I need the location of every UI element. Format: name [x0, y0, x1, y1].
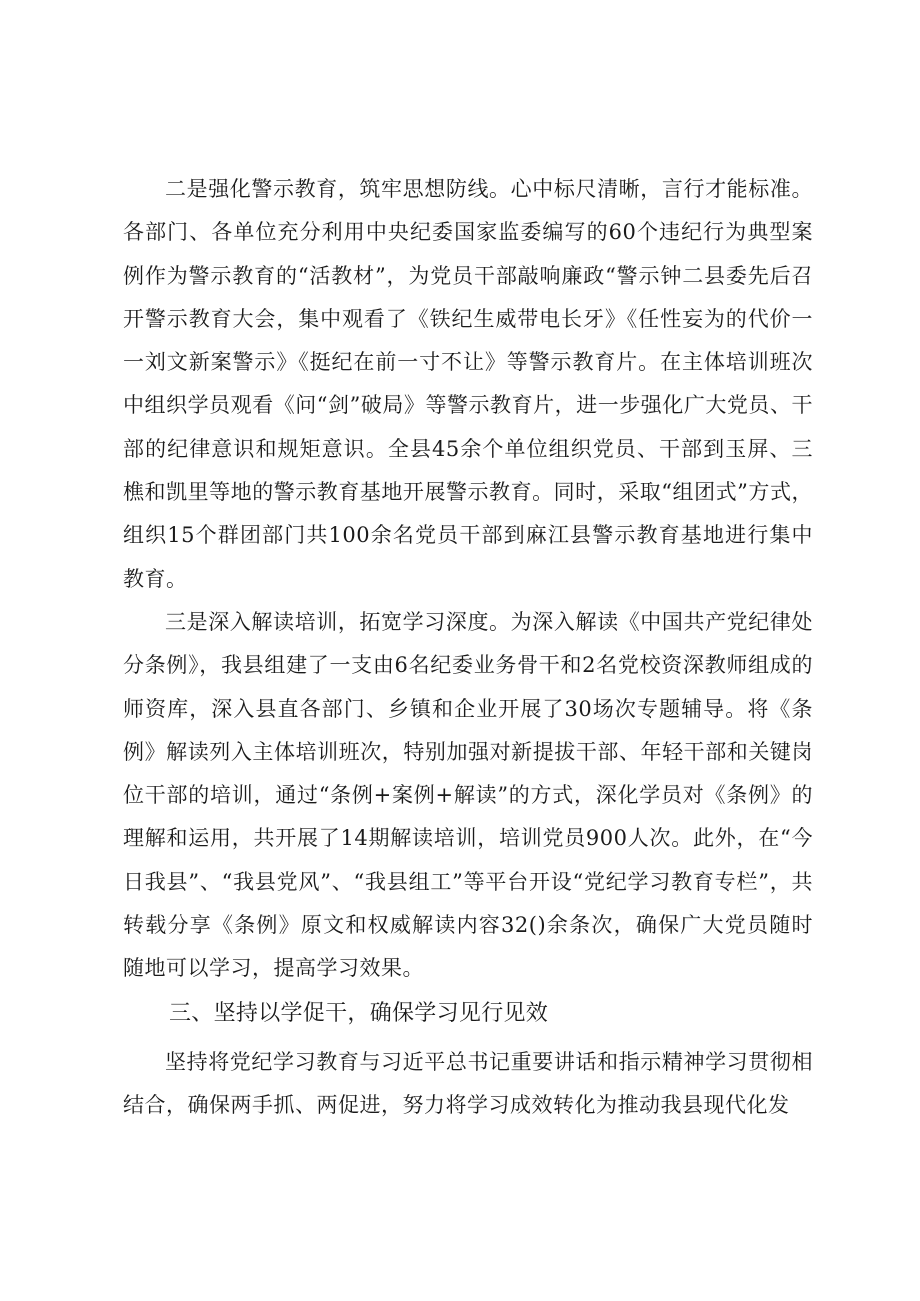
- paragraph-warning-education: 二是强化警示教育，筑牢思想防线。心中标尺清晰，言行才能标准。各部门、各单位充分利用中央纪委国家监委编写的60个违纪行为典型案例作为警示教育的“活教材”，为党员干部敲响廉政“警示钟二县委先后召开警示教育大会，集中观看了《铁纪生威带电长牙》《任性妄为的代价一一刘文新案警示》《挺纪在前一寸不让》等警示教育片。在主体培训班次中组织学员观看《问“剑”破局》等警示教育片，进一步强化广大党员、干部的纪律意识和规矩意识。全县45余个单位组织党员、干部到玉屏、三樵和凯里等地的警示教育基地开展警示教育。同时，采取“组团式”方式，组织15个群团部门共100余名党员干部到麻江县警示教育基地进行集中教育。: [123, 177, 813, 591]
- section-heading: 三、坚持以学促干，确保学习见行见效: [169, 1001, 549, 1026]
- paragraph-closing: 坚持将党纪学习教育与习近平总书记重要讲话和指示精神学习贯彻相结合，确保两手抓、两促进，努力将学习成效转化为推动我县现代化发: [123, 1050, 813, 1118]
- paragraph-regulation-training: 三是深入解读培训，拓宽学习深度。为深入解读《中国共产党纪律处分条例》，我县组建了一支由6名纪委业务骨干和2名党校资深教师组成的师资库，深入县直各部门、乡镇和企业开展了30场次专题辅导。将《条例》解读列入主体培训班次，特别加强对新提拔干部、年轻干部和关键岗位干部的培训，通过“条例+案例+解读”的方式，深化学员对《条例》的理解和运用，共开展了14期解读培训，培训党员900人次。此外，在“今日我县”、“我县党风”、“我县组工”等平台开设“党纪学习教育专栏”，共转载分享《条例》原文和权威解读内容32()余条次，确保广大党员随时随地可以学习，提高学习效果。: [123, 610, 813, 981]
- document-body: [123, 168, 813, 1171]
